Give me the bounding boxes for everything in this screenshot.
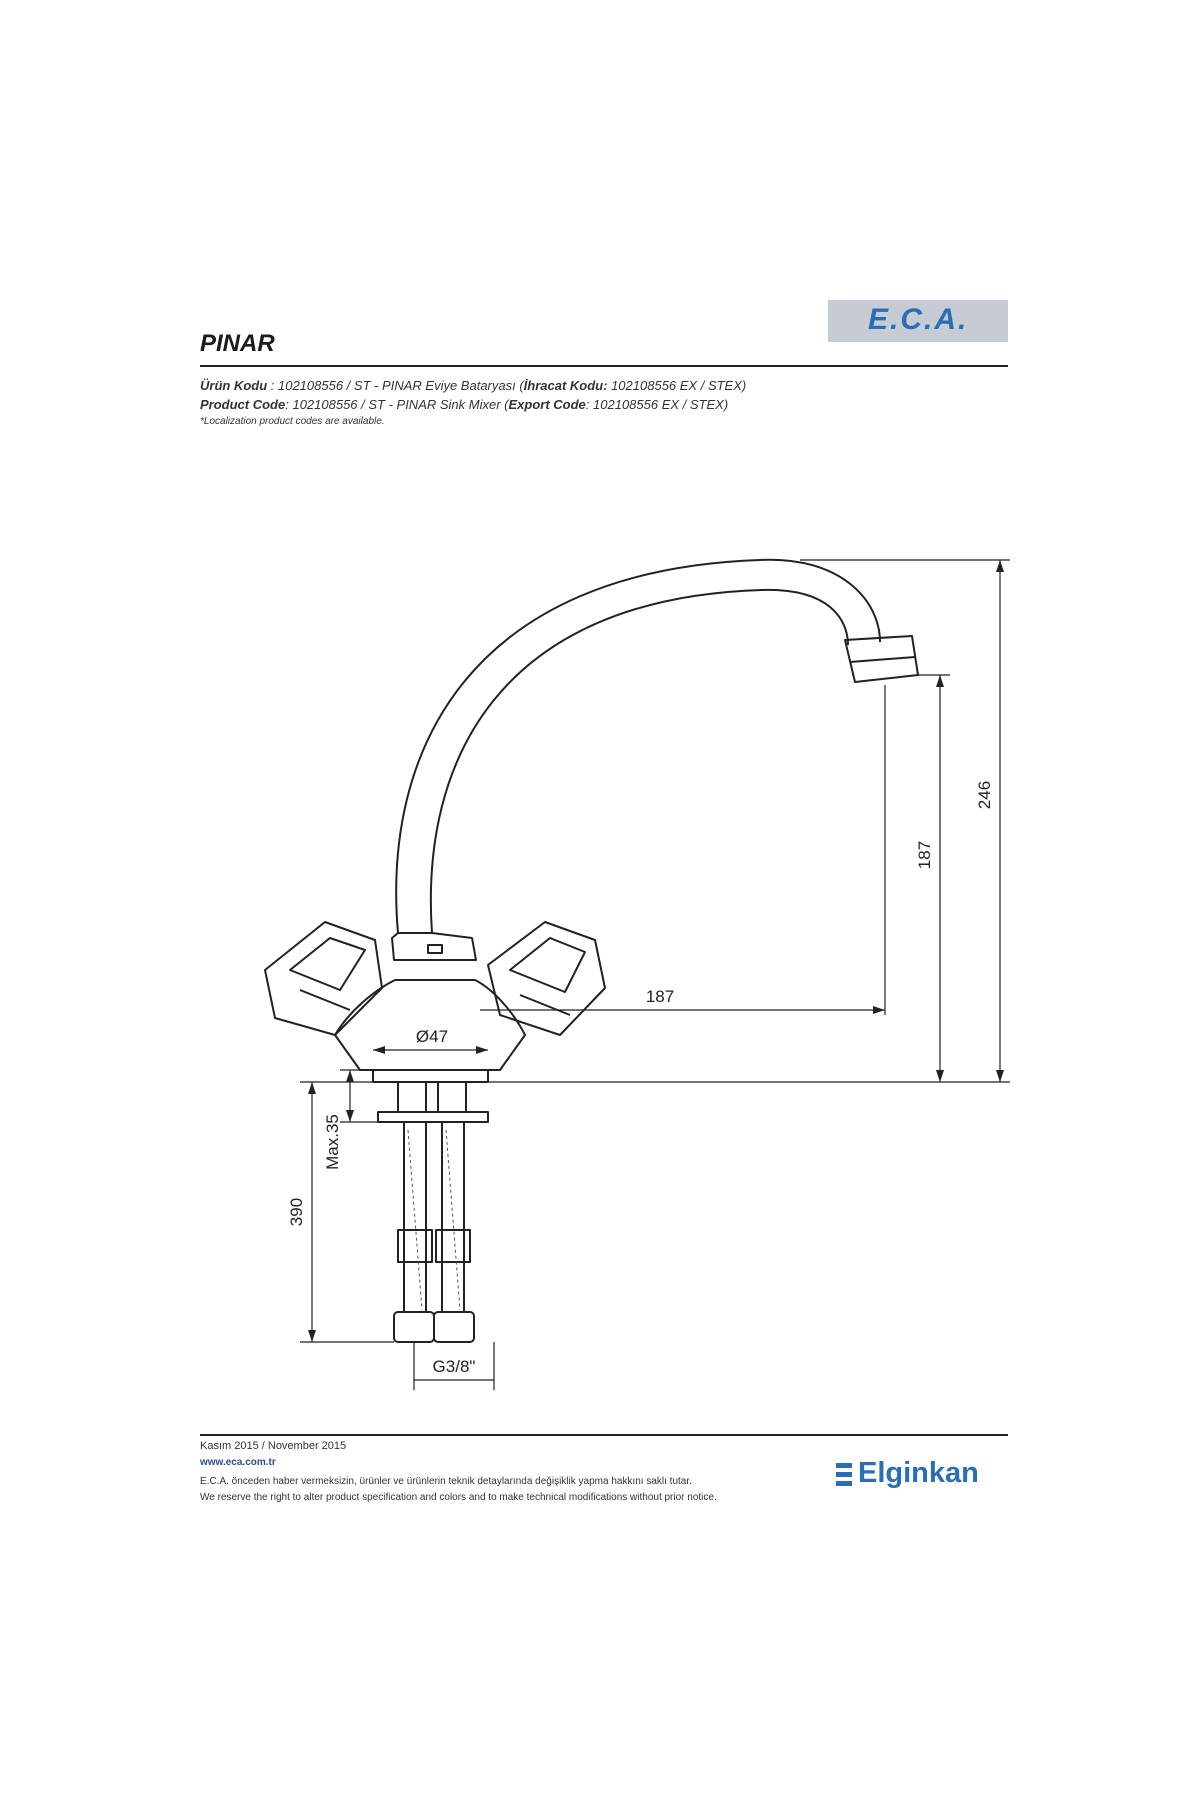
- dim-max35-label: Max.35: [323, 1114, 342, 1170]
- eca-logo: [828, 300, 1008, 342]
- right-handle-detail: [510, 938, 585, 1015]
- arrow-187v-top: [936, 675, 944, 687]
- arrow-187v-bottom: [936, 1070, 944, 1082]
- arrow-246-top: [996, 560, 1004, 572]
- faucet-technical-drawing: [0, 470, 1200, 1430]
- export-label: Export Code: [508, 397, 586, 412]
- right-handle: [488, 922, 605, 1035]
- aerator-ring: [850, 657, 915, 662]
- mixer-body: [335, 980, 525, 1070]
- dim-187h-label: 187: [645, 987, 675, 1006]
- arrow-d47-left: [373, 1046, 385, 1054]
- footer-disclaimer-en: We reserve the right to alter product specification and colors and to make technical modifications without prior notice.: [200, 1492, 717, 1503]
- product-code-label: Product Code: [200, 397, 286, 412]
- dim-187v-label: 187: [915, 840, 934, 870]
- shank-right: [438, 1082, 466, 1112]
- left-handle: [265, 922, 382, 1035]
- shank-left: [398, 1082, 426, 1112]
- spout-collar: [392, 933, 476, 960]
- arrow-390-top: [308, 1082, 316, 1094]
- hose-right: [442, 1122, 464, 1312]
- header-divider: [200, 365, 1008, 367]
- dim-g38-label: G3/8": [432, 1357, 476, 1376]
- hose-left: [404, 1122, 426, 1312]
- product-code-value: : 102108556 / ST - PINAR Sink Mixer (: [285, 397, 509, 412]
- product-code-en: [200, 397, 728, 412]
- footer-divider: [200, 1434, 1008, 1436]
- page-title: PINAR: [200, 330, 275, 357]
- arrow-187h-right: [873, 1006, 885, 1014]
- hose-left-nut: [394, 1312, 434, 1342]
- arrow-246-bottom: [996, 1070, 1004, 1082]
- left-handle-detail: [290, 938, 365, 1010]
- hose-right-braid: [446, 1130, 460, 1310]
- ihracat-value: 102108556 EX / STEX): [607, 378, 747, 393]
- eca-logo-text: E.C.A.: [868, 303, 969, 336]
- spout-inner: [431, 590, 848, 933]
- spout-outer: [396, 560, 880, 933]
- dim-d47-label: Ø47: [415, 1027, 449, 1046]
- elginkan-logo-icon: [836, 1463, 852, 1487]
- product-code-tr: [200, 378, 746, 393]
- urun-kodu-value: : 102108556 / ST - PINAR Eviye Bataryası (: [267, 378, 524, 393]
- elginkan-logo-text: Elginkan: [858, 1457, 979, 1489]
- footer-website-link[interactable]: www.eca.com.tr: [200, 1457, 276, 1468]
- hose-left-braid: [408, 1130, 422, 1310]
- footer-disclaimer-tr: E.C.A. önceden haber vermeksizin, ürünler ve ürünlerin teknik detaylarında değişiklik yapma hakkını saklı tutar.: [200, 1476, 692, 1487]
- localization-note: *Localization product codes are available.: [200, 416, 385, 427]
- hose-right-nut: [434, 1312, 474, 1342]
- footer-date: Kasım 2015 / November 2015: [200, 1440, 347, 1452]
- dim-246-label: 246: [975, 780, 994, 810]
- arrow-390-bottom: [308, 1330, 316, 1342]
- ihracat-label: İhracat Kodu:: [523, 378, 608, 393]
- dim-390-label: 390: [287, 1197, 306, 1227]
- arrow-d47-right: [476, 1046, 488, 1054]
- arrow-max35-top: [346, 1070, 354, 1082]
- arrow-max35-bottom: [346, 1110, 354, 1122]
- base-plate: [373, 1070, 488, 1082]
- elginkan-logo: [836, 1455, 1011, 1495]
- mounting-washer: [378, 1112, 488, 1122]
- export-value: : 102108556 EX / STEX): [585, 397, 729, 412]
- urun-kodu-label: Ürün Kodu: [200, 378, 268, 393]
- collar-marker: [428, 945, 442, 953]
